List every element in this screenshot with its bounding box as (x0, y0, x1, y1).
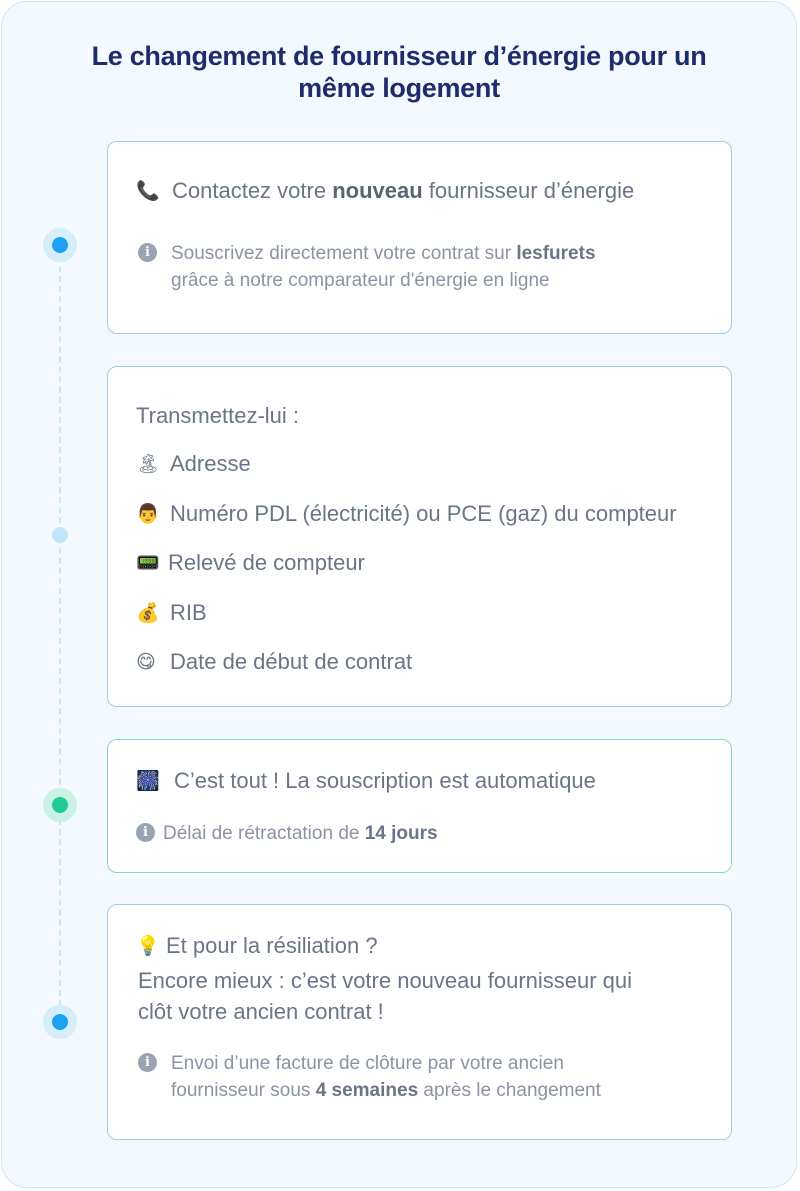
timeline-dot-step4 (43, 1005, 77, 1039)
contact-text-pre: Contactez votre (172, 178, 333, 203)
info-icon: i (138, 1053, 157, 1072)
step-card-transmit (107, 366, 732, 707)
fireworks-icon: 🎆 (136, 769, 160, 792)
island-icon: 🏝 (136, 452, 161, 475)
list-item-meter (136, 550, 365, 576)
contact-info-pre: Souscrivez directement votre contrat sur (171, 243, 517, 264)
list-item-label: Adresse (170, 451, 251, 476)
termination-heading-row (136, 933, 378, 959)
smiley-icon: 😋 (136, 650, 156, 673)
termination-info-bold: 4 semaines (315, 1080, 419, 1101)
page-title: Le changement de fournisseur d’énergie pour un même logement (91, 41, 707, 103)
done-info (136, 820, 438, 847)
timeline-line (59, 246, 61, 1026)
money-bag-icon: 💰 (136, 601, 160, 624)
list-item-label: RIB (170, 600, 207, 625)
info-icon: i (138, 243, 157, 262)
timeline-dot-step1 (43, 228, 77, 262)
infographic-frame (1, 1, 797, 1188)
meter-icon: 📟 (136, 551, 160, 574)
termination-line1: Encore mieux : c’est votre nouveau fournisseur qui (138, 968, 633, 993)
list-item-pdl (136, 501, 677, 527)
done-info-pre: Délai de rétractation de (163, 823, 365, 844)
termination-info (138, 1050, 601, 1104)
timeline-dot-step2 (43, 518, 77, 552)
contact-info (138, 240, 596, 294)
done-text: C’est tout ! La souscription est automatique (174, 768, 596, 793)
termination-heading: Et pour la résiliation ? (166, 933, 378, 958)
termination-text (138, 965, 632, 1027)
termination-info-pre: fournisseur sous (171, 1080, 316, 1101)
step-card-done (107, 739, 732, 873)
termination-info-post: après le changement (418, 1080, 601, 1101)
contact-text-bold: nouveau (332, 178, 423, 203)
termination-line2: clôt votre ancien contrat ! (138, 999, 384, 1024)
list-item-label: Numéro PDL (électricité) ou PCE (gaz) du compteur (170, 501, 677, 526)
list-item-start-date (136, 649, 412, 675)
timeline-dot-step3 (43, 788, 77, 822)
step-card-contact (107, 141, 732, 334)
contact-text-post: fournisseur d’énergie (422, 178, 635, 203)
contact-info-line2: grâce à notre comparateur d'énergie en ligne (171, 270, 550, 291)
step-card-termination (107, 904, 732, 1140)
person-icon: 👨 (136, 502, 160, 525)
contact-row (136, 178, 634, 204)
done-info-bold: 14 jours (364, 823, 438, 844)
termination-info-line1: Envoi d’une facture de clôture par votre ancien (171, 1053, 564, 1074)
list-item-rib (136, 600, 207, 626)
info-icon: i (136, 823, 155, 842)
list-item-address (136, 451, 251, 477)
list-item-label: Date de début de contrat (170, 649, 413, 674)
done-row (136, 768, 596, 794)
list-item-label: Relevé de compteur (168, 550, 365, 575)
lightbulb-icon: 💡 (136, 934, 160, 957)
transmit-heading: Transmettez-lui : (136, 403, 300, 428)
phone-icon: 📞 (136, 179, 160, 202)
lesfurets-link[interactable]: lesfurets (516, 243, 596, 264)
